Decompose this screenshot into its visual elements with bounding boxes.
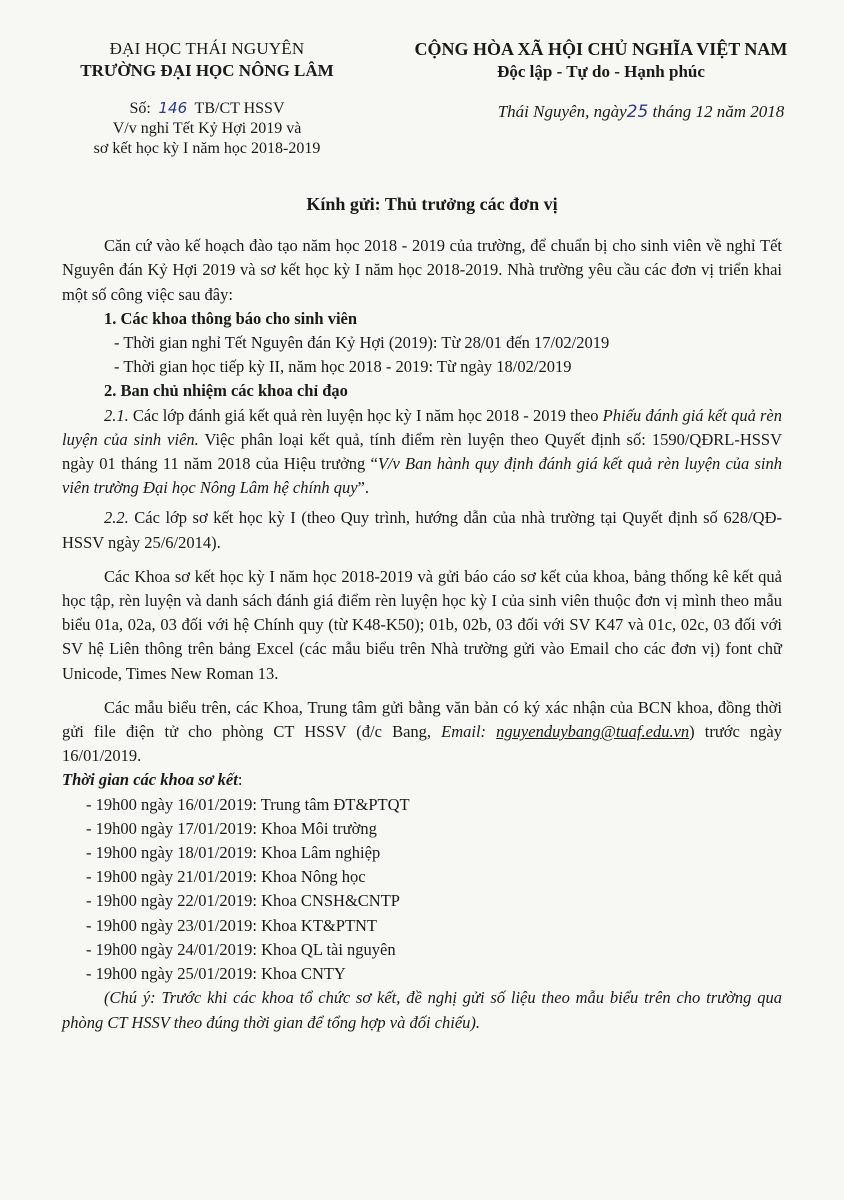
schedule-item: - 19h00 ngày 17/01/2019: Khoa Môi trường xyxy=(86,818,377,838)
header-right xyxy=(386,38,816,123)
section-2-2-paragraph xyxy=(62,506,782,554)
forms-paragraph xyxy=(62,696,782,769)
document-date xyxy=(386,101,816,123)
schedule-title xyxy=(62,768,782,792)
forms-text-a: Các mẫu biểu trên, các Khoa, Trung tâm gửi bằng văn bản có ký xác nhận của BCN khoa, đồng thời gửi file điện tử cho phòng CT HSSV (đ/c Bang, xyxy=(62,697,782,742)
subject-line-1: V/v nghỉ Tết Kỷ Hợi 2019 và xyxy=(112,120,302,137)
university-name: ĐẠI HỌC THÁI NGUYÊN xyxy=(109,39,305,58)
section-2-2-text: Các lớp sơ kết học kỳ I (theo Quy trình, hướng dẫn của nhà trường tại Quyết định số 628/QĐ-HSSV ngày 25/6/2014). xyxy=(62,508,782,552)
header-left xyxy=(62,38,352,159)
email-link[interactable]: nguyenduybang@tuaf.edu.vn xyxy=(496,722,690,742)
date-prefix: Thái Nguyên, ngày xyxy=(497,102,627,121)
school-name: TRƯỜNG ĐẠI HỌC NÔNG LÂM xyxy=(80,61,334,80)
so-number-handwritten: 146 xyxy=(158,99,188,117)
schedule-item: - 19h00 ngày 23/01/2019: Khoa KT&PTNT xyxy=(86,915,378,935)
schedule-item: - 19h00 ngày 18/01/2019: Khoa Lâm nghiệp xyxy=(86,843,381,863)
so-label: Số: xyxy=(129,100,151,117)
note-paragraph: (Chú ý: Trước khi các khoa tổ chức sơ kết, đề nghị gửi số liệu theo mẫu biểu trên cho trường qua phòng CT HSSV theo đúng thời gian để tổng hợp và đối chiếu). xyxy=(62,988,782,1032)
document-body xyxy=(62,192,782,1035)
section-1-item-1: - Thời gian nghỉ Tết Nguyên đán Kỷ Hợi (2019): Từ 28/01 đến 17/02/2019 xyxy=(114,333,610,353)
schedule-title-colon: : xyxy=(237,770,243,790)
schedule-item: - 19h00 ngày 25/01/2019: Khoa CNTY xyxy=(86,964,346,984)
subject-line-2: sơ kết học kỳ I năm học 2018-2019 xyxy=(93,140,321,157)
section-1-title: 1. Các khoa thông báo cho sinh viên xyxy=(104,308,358,328)
section-2-1-number: 2.1. xyxy=(104,405,129,425)
schedule-item: - 19h00 ngày 21/01/2019: Khoa Nông học xyxy=(86,867,366,887)
section-2-1-form-name: Phiếu đánh giá kết quả rèn luyện của sinh viên. xyxy=(62,405,782,449)
date-suffix: tháng 12 năm 2018 xyxy=(652,102,785,121)
schedule-title-text: Thời gian các khoa sơ kết xyxy=(62,770,238,790)
national-motto: Độc lập - Tự do - Hạnh phúc xyxy=(497,62,705,81)
date-day-handwritten: 25 xyxy=(626,102,649,122)
forms-text-b: ) trước ngày 16/01/2019. xyxy=(62,722,782,766)
intro-paragraph: Căn cứ vào kế hoạch đào tạo năm học 2018 - 2019 của trường, để chuẩn bị cho sinh viên về nghỉ Tết Nguyên đán Kỷ Hợi 2019 và sơ kết học kỳ I năm học 2018-2019. Nhà trường yêu cầu các đơn vị triển khai một số công việc sau đây: xyxy=(62,236,782,304)
email-label: Email: xyxy=(441,722,497,742)
section-2-1-paragraph xyxy=(62,404,782,501)
section-2-1-text-b: Việc phân loại kết quả, tính điểm rèn luyện theo Quyết định số: 1590/QĐRL-HSSV ngày 01 tháng 11 năm 2018 của Hiệu trưởng “ xyxy=(62,429,783,474)
section-2-2-number: 2.2. xyxy=(104,508,129,528)
schedule-item: - 19h00 ngày 24/01/2019: Khoa QL tài nguyên xyxy=(86,939,396,959)
section-2-1-text-a: Các lớp đánh giá kết quả rèn luyện học kỳ I năm học 2018 - 2019 theo xyxy=(128,405,603,425)
document-number xyxy=(62,98,352,119)
schedule-item: - 19h00 ngày 16/01/2019: Trung tâm ĐT&PTQT xyxy=(86,794,410,814)
schedule-item: - 19h00 ngày 22/01/2019: Khoa CNSH&CNTP xyxy=(86,891,400,911)
document-number-block xyxy=(62,98,352,159)
section-2-1-text-c: ”. xyxy=(357,478,369,498)
so-suffix: TB/CT HSSV xyxy=(194,100,285,117)
section-1-item-2: - Thời gian học tiếp kỳ II, năm học 2018 - 2019: Từ ngày 18/02/2019 xyxy=(114,357,572,377)
report-paragraph: Các Khoa sơ kết học kỳ I năm học 2018-2019 và gửi báo cáo sơ kết của khoa, bảng thống kê kết quả học tập, rèn luyện và danh sách đánh giá điểm rèn luyện học kỳ I của sinh viên thuộc đơn vị mình theo mẫu biểu 01a, 02a, 03 đối với hệ Chính quy (từ K48-K50); 01b, 02b, 03 đối với SV K47 và 01c, 02c, 03 đối với SV hệ Liên thông trên bảng Excel (các mẫu biểu trên Nhà trường gửi vào Email cho các đơn vị) font chữ Unicode, Times New Roman 13. xyxy=(62,566,782,683)
section-2-title: 2. Ban chủ nhiệm các khoa chỉ đạo xyxy=(104,381,348,401)
recipient-line: Kính gửi: Thủ trưởng các đơn vị xyxy=(306,194,558,214)
section-2-1-decision-title: V/v Ban hành quy định đánh giá kết quả rèn luyện của sinh viên trường Đại học Nông Lâm hệ chính quy xyxy=(62,454,783,498)
nation-title: CỘNG HÒA XÃ HỘI CHỦ NGHĨA VIỆT NAM xyxy=(414,39,788,59)
